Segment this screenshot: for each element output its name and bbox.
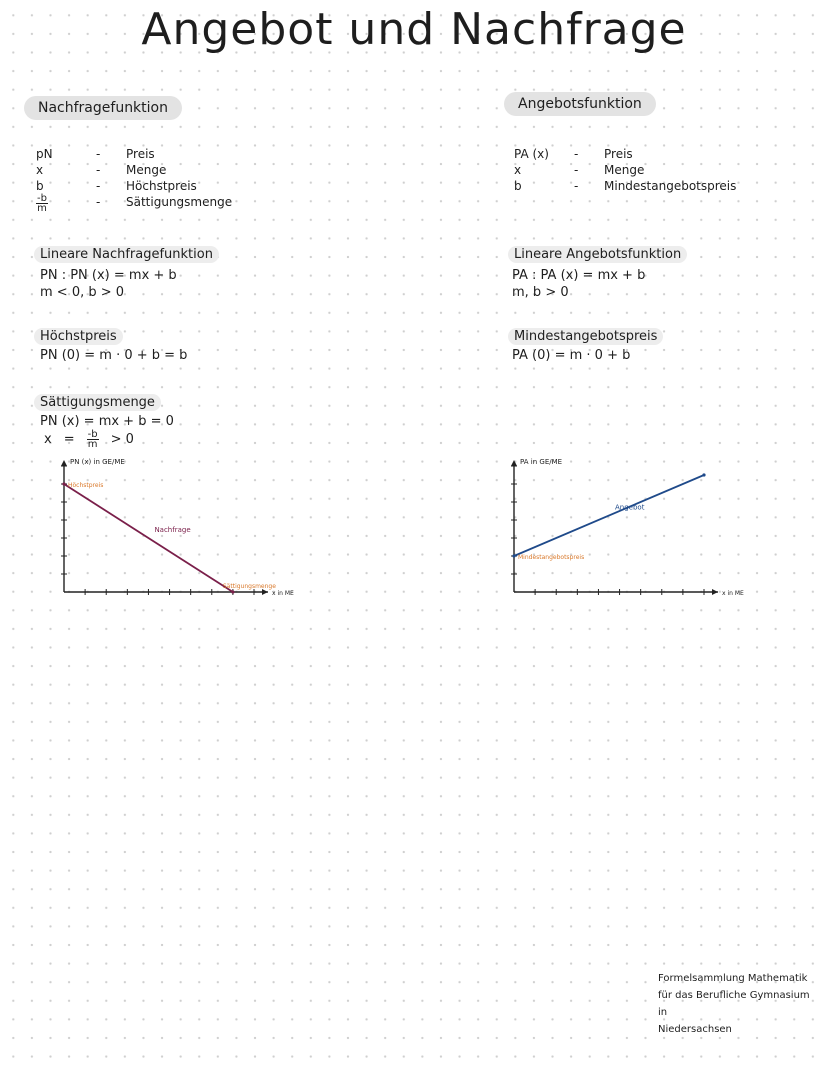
x-axis-arrow (712, 589, 718, 595)
y-axis-label: PA in GE/ME (520, 458, 563, 466)
saettigungsmenge-heading: Sättigungsmenge (34, 394, 161, 411)
x-axis-label: x in ME (722, 590, 744, 597)
y-axis-arrow (61, 460, 67, 466)
hoechstpreis-heading: Höchstpreis (34, 328, 123, 345)
fraction-denominator: m (37, 203, 47, 214)
definition-symbol: b (36, 179, 44, 193)
definition-row (36, 162, 256, 178)
definition-meaning: Höchstpreis (126, 179, 197, 193)
annotation-label: Höchstpreis (68, 482, 104, 489)
definition-dash: - (96, 147, 101, 161)
definition-meaning: Preis (604, 147, 633, 161)
fraction-numerator: -b (37, 193, 47, 204)
data-point (62, 482, 65, 485)
linear-nachfrage-formula: PN : PN (x) = mx + b (40, 268, 177, 283)
definition-meaning: Menge (126, 163, 167, 177)
definition-meaning: Mindestangebotspreis (604, 179, 737, 193)
x-axis-label: x in ME (272, 590, 294, 597)
linear-angebot-heading: Lineare Angebotsfunktion (508, 246, 687, 263)
fraction-denominator: m (87, 439, 98, 450)
series-label: Angebot (615, 503, 645, 512)
linear-angebot-formula: PA : PA (x) = mx + b (512, 268, 646, 283)
saettigungsmenge-result (44, 430, 134, 449)
footer-line: Formelsammlung Mathematik (658, 973, 808, 984)
definition-symbol: x (36, 163, 44, 177)
equals-sign: = (63, 432, 75, 447)
mindestangebotspreis-formula: PA (0) = m · 0 + b (512, 348, 631, 363)
saettigungsmenge-formula: PN (x) = mx + b = 0 (40, 414, 174, 429)
angebot-definitions (514, 146, 774, 194)
fraction-numerator: -b (87, 429, 98, 440)
greater-than-zero: > 0 (110, 432, 134, 447)
nachfrage-heading: Nachfragefunktion (24, 96, 182, 120)
data-point (231, 590, 234, 593)
definition-symbol: PA (x) (514, 147, 549, 161)
definition-meaning: Preis (126, 147, 155, 161)
annotation-label: Sättigungsmenge (222, 583, 276, 590)
footer-note (658, 970, 818, 1038)
nachfrage-chart (50, 452, 294, 612)
fraction (87, 430, 99, 449)
definition-dash: - (96, 163, 101, 177)
series-line (514, 475, 704, 556)
footer-line: Niedersachsen (658, 1024, 732, 1035)
definition-row (514, 178, 774, 194)
definition-row (514, 162, 774, 178)
series-line (64, 484, 233, 592)
linear-nachfrage-heading: Lineare Nachfragefunktion (34, 246, 219, 263)
y-axis-arrow (511, 460, 517, 466)
linear-angebot-condition: m, b > 0 (512, 285, 569, 300)
definition-row (36, 146, 256, 162)
definition-row (36, 194, 256, 213)
linear-nachfrage-condition: m < 0, b > 0 (40, 285, 125, 300)
data-point (702, 473, 705, 476)
angebot-chart (500, 452, 750, 612)
definition-symbol: pN (36, 147, 53, 161)
series-label: Nachfrage (154, 526, 191, 534)
definition-symbol (36, 194, 96, 213)
definition-dash: - (574, 147, 579, 161)
variable-x: x (44, 432, 52, 447)
y-axis-label: PN (x) in GE/ME (70, 458, 125, 466)
definition-dash: - (96, 179, 101, 193)
annotation-label: Mindestangebotspreis (518, 554, 585, 561)
definition-meaning: Sättigungsmenge (126, 195, 233, 209)
page-title: Angebot und Nachfrage (141, 4, 687, 55)
hoechstpreis-formula: PN (0) = m · 0 + b = b (40, 348, 188, 363)
fraction (36, 194, 48, 213)
definition-meaning: Menge (604, 163, 645, 177)
definition-dash: - (574, 179, 579, 193)
data-point (512, 554, 515, 557)
definition-row (36, 178, 256, 194)
definition-dash: - (574, 163, 579, 177)
definition-symbol: x (514, 163, 522, 177)
nachfrage-definitions (36, 146, 256, 213)
angebot-heading: Angebotsfunktion (504, 92, 656, 116)
footer-line: für das Berufliche Gymnasium in (658, 990, 810, 1018)
definition-row (514, 146, 774, 162)
definition-dash: - (96, 195, 101, 209)
mindestangebotspreis-heading: Mindestangebotspreis (508, 328, 663, 345)
definition-symbol: b (514, 179, 522, 193)
